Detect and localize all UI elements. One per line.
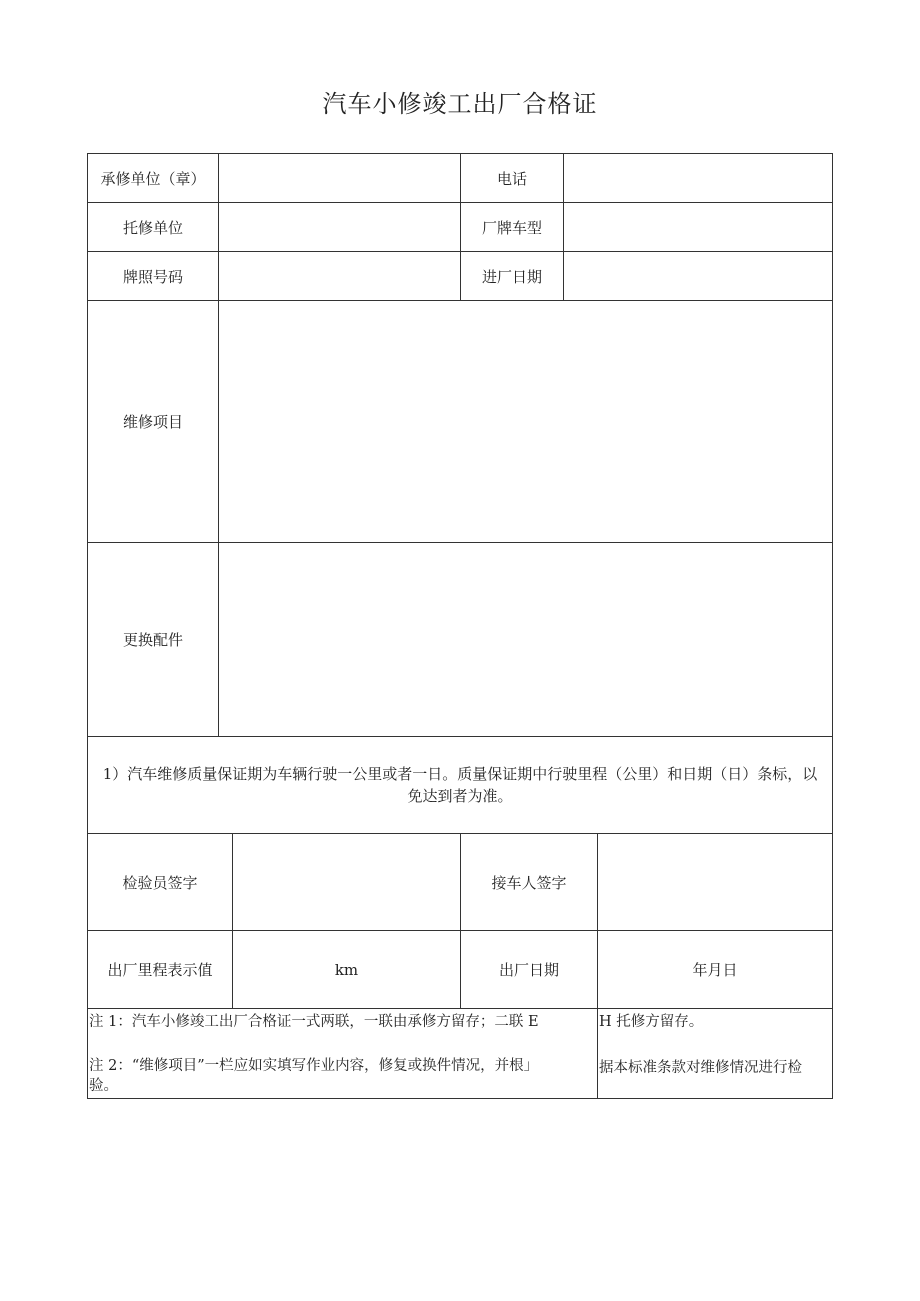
inspector-signature-field[interactable]: [233, 834, 460, 930]
guarantee-line-2: 免达到者为准。: [407, 787, 513, 805]
entry-date-label: 进厂日期: [481, 267, 542, 286]
plate-field[interactable]: [219, 252, 460, 300]
phone-field[interactable]: [564, 154, 832, 202]
plate-label: 牌照号码: [122, 267, 183, 286]
row-divider: [87, 1008, 833, 1009]
mileage-unit: km: [334, 960, 359, 979]
parts-label: 更换配件: [122, 631, 183, 649]
client-unit-field[interactable]: [219, 203, 460, 251]
receiver-signature-field[interactable]: [598, 834, 832, 930]
client-unit-label: 托修单位: [122, 218, 183, 237]
brand-model-label: 厂牌车型: [481, 218, 542, 237]
entry-date-field[interactable]: [564, 252, 832, 300]
guarantee-text: [87, 763, 833, 807]
brand-model-field[interactable]: [564, 203, 832, 251]
note-2-left: 注 2：“维修项目”一栏应如实填写作业内容，修复或换件情况，并根」: [89, 1058, 539, 1074]
repair-items-label: 维修项目: [122, 413, 183, 431]
repair-unit-label: 承修单位（章）: [100, 169, 206, 188]
phone-label: 电话: [496, 169, 527, 188]
repair-unit-field[interactable]: [219, 154, 460, 202]
parts-field[interactable]: [219, 543, 832, 736]
exit-date-label: 出厂日期: [498, 961, 559, 979]
note-1-left: 注 1：汽车小修竣工出厂合格证一式两联，一联由承修方留存；二联 E: [89, 1014, 539, 1030]
table-border-bottom: [87, 1098, 833, 1099]
note-1-right: H 托修方留存。: [599, 1014, 704, 1030]
exit-date-value: 年月日: [692, 961, 738, 979]
row-divider: [87, 736, 833, 737]
inspector-label: 检验员签字: [122, 873, 198, 892]
note-2-left-continued: 验。: [89, 1078, 118, 1094]
mileage-label: 出厂里程表示值: [107, 961, 213, 979]
note-2-right: 据本标准条款对维修情况进行检: [599, 1060, 802, 1076]
table-border-right: [832, 153, 833, 1099]
repair-items-field[interactable]: [219, 301, 832, 542]
receiver-label: 接车人签字: [491, 873, 567, 892]
guarantee-line-1: 1）汽车维修质量保证期为车辆行驶一公里或者一日。质量保证期中行驶里程（公里）和日期（日）条标，以: [102, 765, 818, 783]
page-title: 汽车小修竣工出厂合格证: [322, 90, 598, 118]
